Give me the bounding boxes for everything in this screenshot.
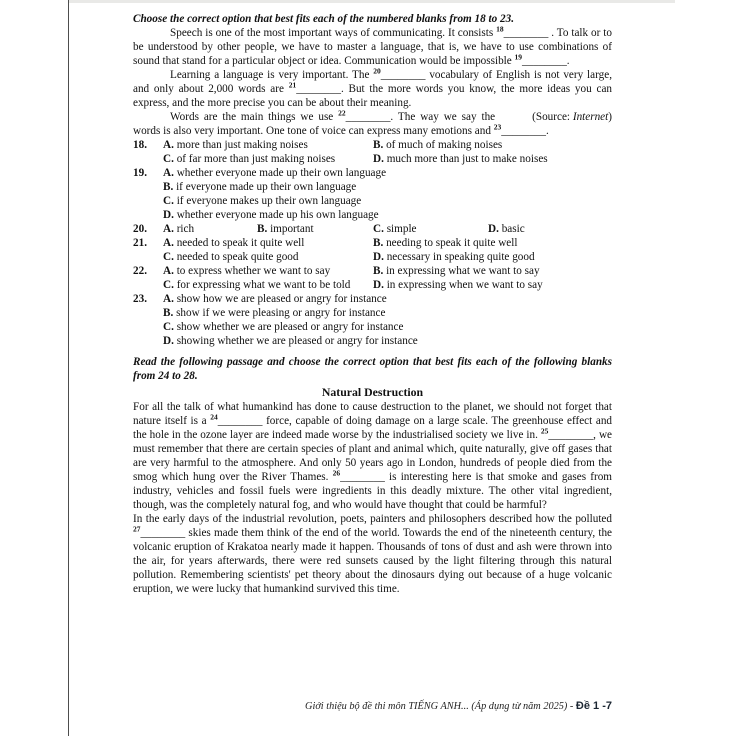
option-b: B. important bbox=[257, 223, 314, 235]
option-c: C. needed to speak quite good bbox=[163, 251, 299, 263]
passage1-paragraph-1: Speech is one of the most important ways of communicating. It consists $^{18}$________ . To talk or to be understood by other people, we have to master a language, that is, we have to use combinations of sound that stand for a particular object or idea. Communication would be impossible $^{19}$________. bbox=[133, 24, 612, 67]
option-a: A. show how we are pleased or angry for instance bbox=[163, 293, 387, 305]
option-a: A. whether everyone made up their own language bbox=[163, 167, 387, 179]
question-22 bbox=[133, 264, 612, 292]
question-19 bbox=[133, 166, 612, 222]
option-b: B. show if we were pleasing or angry for instance bbox=[163, 307, 386, 319]
page-left-edge bbox=[68, 0, 69, 736]
footer-exam-code: Đề 1 -7 bbox=[575, 700, 612, 712]
option-a: A. to express whether we want to say bbox=[163, 265, 331, 277]
exam-page-content bbox=[133, 12, 612, 596]
option-c: C. for expressing what we want to be told bbox=[163, 279, 351, 291]
option-c: C. if everyone makes up their own language bbox=[163, 195, 362, 207]
instruction-blanks-18-23: Choose the correct option that best fits each of the numbered blanks from 18 to 23. bbox=[133, 13, 515, 25]
instruction-blanks-24-28: Read the following passage and choose the correct option that best fits each of the following blanks from 24 to 28. bbox=[133, 356, 612, 382]
question-23 bbox=[133, 292, 612, 348]
option-d: D. much more than just to make noises bbox=[373, 153, 548, 165]
question-20 bbox=[133, 222, 612, 236]
option-a: A. rich bbox=[163, 223, 195, 235]
source-note: (Source: Internet) bbox=[532, 111, 612, 123]
option-b: B. of much of making noises bbox=[373, 139, 503, 151]
footer-text: Giới thiệu bộ đề thi môn TIẾNG ANH... (Áp dụng từ năm 2025) - bbox=[305, 701, 576, 712]
passage1-paragraph-3 bbox=[133, 110, 612, 138]
question-number: 19. bbox=[133, 167, 147, 179]
option-a: A. more than just making noises bbox=[163, 139, 308, 151]
option-d: D. necessary in speaking quite good bbox=[373, 251, 535, 263]
page-footer bbox=[305, 700, 612, 712]
passage2-title: Natural Destruction bbox=[321, 385, 424, 399]
question-number: 20. bbox=[133, 223, 147, 235]
passage1-paragraph-2: Learning a language is very important. The $^{20}$________ vocabulary of English is not very large, and only about 2,000 words are $^{21}$________. But the more words you know, the more ideas you can express, and the more precise you can be about their meaning. bbox=[133, 66, 612, 109]
question-number: 23. bbox=[133, 293, 147, 305]
questions-list bbox=[133, 138, 612, 348]
option-d: D. showing whether we are pleased or angry for instance bbox=[163, 335, 418, 347]
question-number: 18. bbox=[133, 139, 147, 151]
passage1-paragraph-3-text: Words are the main things we use $^{22}$________. The way we say the words is also very important. One tone of voice can express many emotions and $^{23}$________. bbox=[133, 108, 549, 137]
page-top-edge bbox=[69, 0, 675, 3]
option-c: C. of far more than just making noises bbox=[163, 153, 336, 165]
option-c: C. simple bbox=[373, 223, 417, 235]
passage2-paragraph-1: For all the talk of what humankind has done to cause destruction to the planet, we should not forget that nature itself is a $^{24}$________ force, capable of doing damage on a large scale. The greenhouse effect and the hole in the ozone layer are indeed made worse by the industrialised society we live in. $^{25}$________, we must remember that there are certain species of plant and animal which, quite naturally, give off gases that are very harmful to the atmosphere. And only 50 years ago in London, hundreds of people died from the smog which hung over the River Thames. $^{26}$________ is interesting here is that smoke and gases from industry, vehicles and fossil fuels were ingredients in this deadly mixture. The other vital ingredient, though, was the completely natural fog, and who would have thought that could be harmful? bbox=[133, 401, 613, 511]
question-number: 22. bbox=[133, 265, 147, 277]
question-21 bbox=[133, 236, 612, 264]
passage2-paragraph-2: In the early days of the industrial revolution, poets, painters and philosophers described how the polluted $^{27}$________ skies made them think of the end of the world. Towards the end of the nineteenth century, the volcanic eruption of Krakatoa nearly made it happen. Thousands of tons of dust and ash were thrown into the air, for years afterwards, there were red sunsets caused by the light filtering through this natural pollution. Remembering scientists' pet theory about the dinosaurs dying out because of a huge volcanic eruption, we were lucky that humankind survived this time. bbox=[133, 513, 612, 595]
option-b: B. if everyone made up their own language bbox=[163, 181, 357, 193]
option-b: B. needing to speak it quite well bbox=[373, 237, 518, 249]
option-d: D. whether everyone made up his own language bbox=[163, 209, 379, 221]
question-number: 21. bbox=[133, 237, 147, 249]
option-c: C. show whether we are pleased or angry for instance bbox=[163, 321, 404, 333]
option-a: A. needed to speak it quite well bbox=[163, 237, 305, 249]
option-d: D. basic bbox=[488, 223, 525, 235]
question-18 bbox=[133, 138, 612, 166]
option-d: D. in expressing when we want to say bbox=[373, 279, 543, 291]
option-b: B. in expressing what we want to say bbox=[373, 265, 540, 277]
